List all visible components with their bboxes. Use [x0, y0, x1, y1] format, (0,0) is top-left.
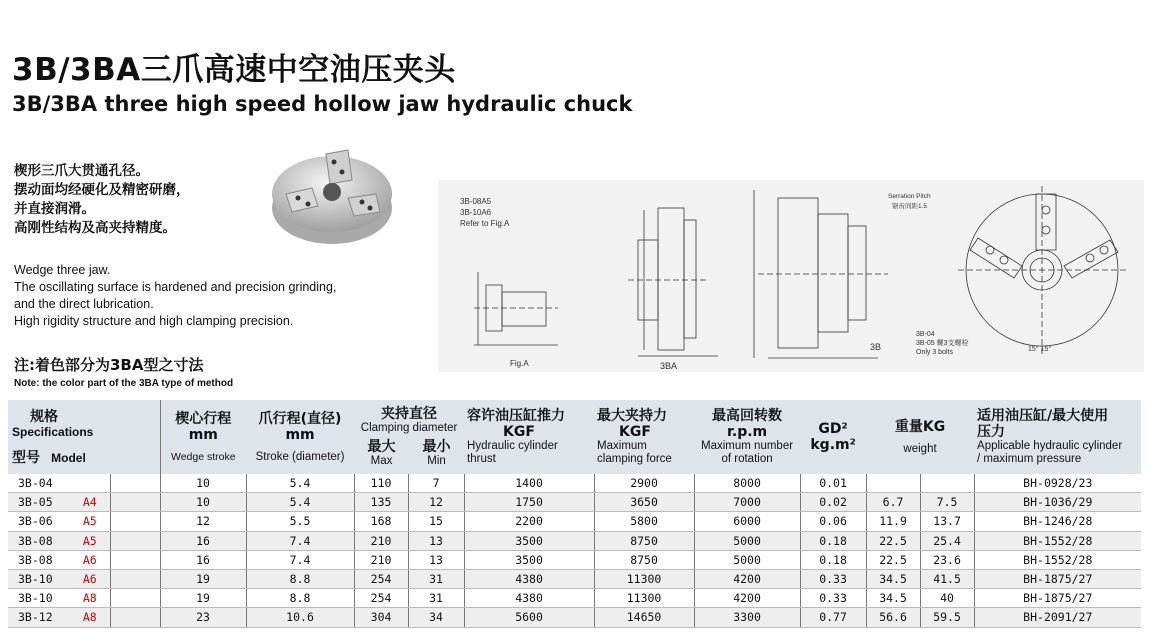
desc-cn-line: 高刚性结构及高夹持精度。	[14, 220, 176, 236]
header-max-en: Max	[370, 455, 393, 467]
cell-empty	[110, 550, 160, 569]
desc-en-line: and the direct lubrication.	[14, 297, 154, 311]
cell-cyl: BH-1552/28	[974, 531, 1141, 550]
cell-rpm: 8000	[694, 474, 800, 493]
note-cn: 注:着色部分为3BA型之寸法	[14, 356, 204, 374]
header-stroke-cn: 爪行程(直径)	[258, 410, 342, 427]
table-row	[8, 589, 1141, 608]
cell-gd: 0.18	[800, 550, 866, 569]
header-speed-cn: 最高回转数	[712, 408, 783, 424]
note-en: Note: the color part of the 3BA type of method	[14, 378, 234, 389]
cell-wedge: 19	[160, 589, 246, 608]
cell-min: 31	[408, 589, 464, 608]
cell-force: 8750	[594, 550, 694, 569]
cell-stroke: 8.8	[246, 569, 354, 588]
header-spec-cn: 规格	[30, 408, 58, 425]
cell-force: 11300	[594, 589, 694, 608]
cell-w2	[920, 474, 974, 493]
header-stroke-unit: mm	[285, 426, 315, 443]
cell-w2: 41.5	[920, 569, 974, 588]
drawing-label-3b: 3B	[870, 342, 882, 352]
cell-cyl: BH-1036/29	[974, 493, 1141, 512]
cell-thrust: 1750	[464, 493, 594, 512]
header-speed-unit: r.p.m	[726, 424, 768, 440]
cell-thrust: 3500	[464, 550, 594, 569]
cell-variant: A5	[70, 512, 110, 531]
cell-force: 5800	[594, 512, 694, 531]
header-stroke-en: Stroke (diameter)	[255, 450, 345, 463]
cell-min: 31	[408, 569, 464, 588]
table-row	[8, 608, 1141, 627]
cell-variant: A6	[70, 550, 110, 569]
cell-force: 14650	[594, 608, 694, 627]
header-speed-en2: of rotation	[721, 453, 773, 465]
table-row	[8, 569, 1141, 588]
cell-thrust: 2200	[464, 512, 594, 531]
cell-cyl: BH-1875/27	[974, 589, 1141, 608]
table-row	[8, 512, 1141, 531]
cell-model: 3B-08	[8, 531, 70, 550]
cell-variant: A8	[70, 608, 110, 627]
cell-max: 254	[354, 589, 408, 608]
header-cyl-en2: / maximum pressure	[977, 453, 1082, 465]
cell-thrust: 5600	[464, 608, 594, 627]
header-max-cn: 最大	[367, 439, 396, 455]
cell-empty	[110, 589, 160, 608]
cell-gd: 0.77	[800, 608, 866, 627]
drawing-label-3ba: 3BA	[660, 361, 678, 371]
cell-variant	[70, 474, 110, 493]
cell-w2: 40	[920, 589, 974, 608]
header-weight	[866, 400, 974, 474]
cell-variant: A6	[70, 569, 110, 588]
page-title: 3B/3BA三爪高速中空油压夹头	[12, 52, 456, 88]
cell-rpm: 4200	[694, 569, 800, 588]
cell-model: 3B-05	[8, 493, 70, 512]
header-cylinder	[974, 400, 1141, 474]
cell-model: 3B-08	[8, 550, 70, 569]
cell-w1	[866, 474, 920, 493]
cell-rpm: 6000	[694, 512, 800, 531]
cell-w1: 22.5	[866, 531, 920, 550]
header-force-en1: Maximum	[597, 440, 647, 452]
drawing-bolt-note-2: 3B-05 螺3支螺栓	[916, 340, 969, 347]
cell-stroke: 7.4	[246, 550, 354, 569]
spec-table	[8, 400, 1141, 628]
table-row	[8, 474, 1141, 493]
cell-max: 168	[354, 512, 408, 531]
cell-cyl: BH-1552/28	[974, 550, 1141, 569]
cell-wedge: 16	[160, 550, 246, 569]
cell-w2: 25.4	[920, 531, 974, 550]
cell-max: 210	[354, 531, 408, 550]
cell-thrust: 1400	[464, 474, 594, 493]
header-gd-unit: kg.m²	[810, 437, 856, 453]
header-force-en2: clamping force	[597, 453, 672, 465]
cell-force: 3650	[594, 493, 694, 512]
cell-model: 3B-10	[8, 589, 70, 608]
drawing-bolt-note-1: 3B-04	[916, 331, 935, 338]
header-clamp-en: Clamping diameter	[360, 422, 458, 434]
header-clamp	[354, 400, 464, 474]
cell-empty	[110, 531, 160, 550]
cell-w2: 7.5	[920, 493, 974, 512]
cell-rpm: 7000	[694, 493, 800, 512]
header-model-cn: 型号	[12, 449, 40, 466]
drawing-serration: Serration Pitch	[888, 193, 931, 200]
header-clamp-cn: 夹持直径	[381, 406, 438, 422]
cell-variant: A8	[70, 589, 110, 608]
header-spec-en: Specifications	[12, 424, 94, 439]
cell-wedge: 16	[160, 531, 246, 550]
header-wedge-en: Wedge stroke	[170, 450, 236, 463]
drawing-ref-1: 3B-08A5	[460, 197, 492, 206]
description-en	[14, 262, 336, 330]
cell-model: 3B-12	[8, 608, 70, 627]
header-weight-en: weight	[903, 442, 937, 455]
cell-empty	[110, 493, 160, 512]
cell-w1: 6.7	[866, 493, 920, 512]
cell-stroke: 8.8	[246, 589, 354, 608]
desc-cn-line: 摆动面均经硬化及精密研磨，	[14, 182, 190, 198]
page-subtitle: 3B/3BA three high speed hollow jaw hydraulic chuck	[12, 92, 633, 116]
cell-w1: 34.5	[866, 569, 920, 588]
cell-stroke: 7.4	[246, 531, 354, 550]
cell-rpm: 3300	[694, 608, 800, 627]
drawing-ref-2: 3B-10A6	[460, 208, 492, 217]
cell-model: 3B-06	[8, 512, 70, 531]
desc-en-line: Wedge three jaw.	[14, 263, 111, 277]
cell-thrust: 3500	[464, 531, 594, 550]
cell-rpm: 4200	[694, 589, 800, 608]
cell-wedge: 10	[160, 474, 246, 493]
desc-cn-line: 楔形三爪大贯通孔径。	[14, 163, 149, 179]
header-force	[594, 400, 694, 474]
technical-drawing	[438, 180, 1144, 372]
header-thrust-cn: 容许油压缸推力	[467, 408, 566, 424]
cell-w1: 34.5	[866, 589, 920, 608]
header-weight-cn: 重量KG	[894, 418, 946, 435]
cell-w2: 13.7	[920, 512, 974, 531]
cell-cyl: BH-2091/27	[974, 608, 1141, 627]
cell-w2: 59.5	[920, 608, 974, 627]
cell-max: 135	[354, 493, 408, 512]
cell-rpm: 5000	[694, 531, 800, 550]
cell-thrust: 4380	[464, 569, 594, 588]
table-row	[8, 531, 1141, 550]
cell-empty	[110, 608, 160, 627]
cell-gd: 0.06	[800, 512, 866, 531]
cell-model: 3B-04	[8, 474, 70, 493]
cell-wedge: 23	[160, 608, 246, 627]
cell-min: 13	[408, 531, 464, 550]
cell-min: 7	[408, 474, 464, 493]
desc-en-line: The oscillating surface is hardened and precision grinding,	[14, 280, 337, 294]
cell-cyl: BH-1246/28	[974, 512, 1141, 531]
header-cyl-cn2: 压力	[977, 424, 1006, 440]
header-speed-en1: Maximum number	[701, 440, 794, 452]
drawing-ref-3: Refer to Fig.A	[460, 219, 510, 228]
cell-empty	[110, 474, 160, 493]
header-model-en: Model	[51, 450, 86, 465]
cell-wedge: 19	[160, 569, 246, 588]
cell-w2: 23.6	[920, 550, 974, 569]
cell-w1: 11.9	[866, 512, 920, 531]
cell-cyl: BH-0928/23	[974, 474, 1141, 493]
cell-min: 13	[408, 550, 464, 569]
header-wedge-unit: mm	[188, 426, 218, 443]
cell-min: 15	[408, 512, 464, 531]
cell-w1: 56.6	[866, 608, 920, 627]
cell-cyl: BH-1875/27	[974, 569, 1141, 588]
cell-stroke: 10.6	[246, 608, 354, 627]
cell-empty	[110, 569, 160, 588]
desc-en-line: High rigidity structure and high clamping precision.	[14, 314, 294, 328]
header-thrust-unit: KGF	[503, 424, 535, 440]
header-wedge-cn: 楔心行程	[175, 410, 232, 427]
header-speed	[694, 400, 800, 474]
chuck-photo	[268, 136, 396, 248]
drawing-angle: 15° 15°	[1028, 346, 1052, 353]
header-cyl-cn1: 适用油压缸/最大使用	[977, 408, 1109, 424]
cell-max: 110	[354, 474, 408, 493]
cell-wedge: 12	[160, 512, 246, 531]
header-spec	[8, 400, 160, 474]
cell-rpm: 5000	[694, 550, 800, 569]
cell-w1: 22.5	[866, 550, 920, 569]
cell-force: 8750	[594, 531, 694, 550]
drawing-serration-cn: 锯齿间距1.5	[892, 203, 928, 210]
cell-model: 3B-10	[8, 569, 70, 588]
cell-variant: A5	[70, 531, 110, 550]
drawing-fig-a: Fig.A	[510, 359, 529, 368]
cell-force: 11300	[594, 569, 694, 588]
cell-wedge: 10	[160, 493, 246, 512]
cell-gd: 0.33	[800, 569, 866, 588]
description-cn	[14, 162, 190, 238]
header-cyl-en1: Applicable hydraulic cylinder	[977, 440, 1123, 452]
cell-stroke: 5.4	[246, 493, 354, 512]
cell-min: 12	[408, 493, 464, 512]
header-gd-label: GD²	[818, 421, 848, 437]
cell-max: 304	[354, 608, 408, 627]
cell-force: 2900	[594, 474, 694, 493]
table-row	[8, 550, 1141, 569]
header-thrust-en2: thrust	[467, 453, 496, 465]
desc-cn-line: 并直接润滑。	[14, 201, 95, 217]
drawing-bolt-note-3: Only 3 bolts	[916, 349, 953, 356]
header-min-cn: 最小	[422, 439, 451, 455]
cell-stroke: 5.4	[246, 474, 354, 493]
cell-gd: 0.01	[800, 474, 866, 493]
header-wedge	[160, 400, 246, 474]
cell-variant: A4	[70, 493, 110, 512]
cell-max: 210	[354, 550, 408, 569]
table-row	[8, 493, 1141, 512]
header-gd	[800, 400, 866, 474]
header-stroke	[246, 400, 354, 474]
cell-min: 34	[408, 608, 464, 627]
header-thrust	[464, 400, 594, 474]
cell-stroke: 5.5	[246, 512, 354, 531]
cell-max: 254	[354, 569, 408, 588]
header-force-cn: 最大夹持力	[597, 408, 668, 424]
cell-empty	[110, 512, 160, 531]
header-min-en: Min	[427, 455, 446, 467]
cell-gd: 0.33	[800, 589, 866, 608]
header-force-unit: KGF	[619, 424, 651, 440]
cell-gd: 0.02	[800, 493, 866, 512]
cell-gd: 0.18	[800, 531, 866, 550]
header-thrust-en1: Hydraulic cylinder	[467, 440, 558, 452]
cell-thrust: 4380	[464, 589, 594, 608]
